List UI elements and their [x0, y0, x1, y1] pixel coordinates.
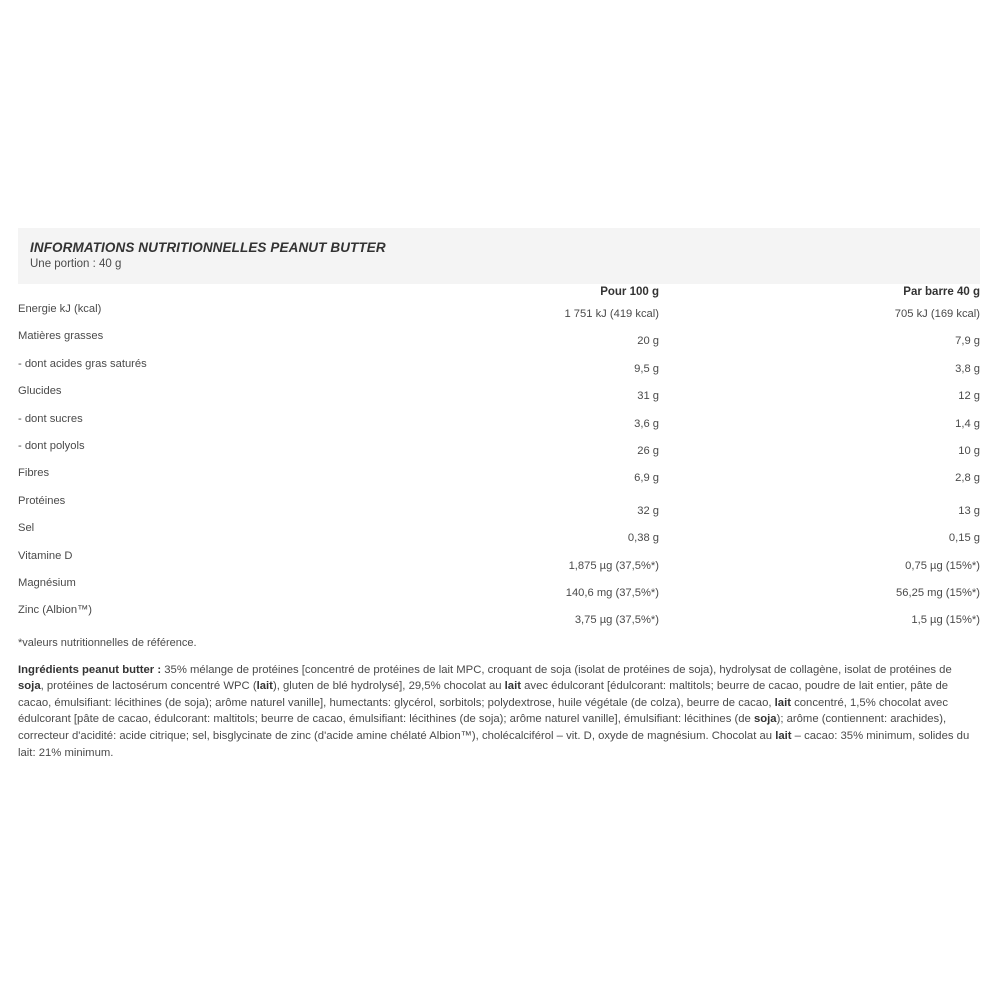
- table-row: [18, 466, 980, 493]
- value-per-100g: 20 g: [637, 335, 659, 348]
- nutrient-label: Sel: [18, 522, 35, 535]
- value-per-100g: 1 751 kJ (419 kcal): [564, 308, 659, 320]
- table-row: [18, 302, 980, 329]
- table-row: [18, 384, 980, 411]
- table-row: [18, 494, 980, 521]
- column-headers: [18, 286, 980, 302]
- ingredients-segment: concentré, 1,5% chocolat avec édulcorant [pâte de cacao, édulcorant: maltitols; beurre de cacao, émulsifiant: lécithines (de soja); arôme naturel vanille], émulsifiant: lécithines (de: [18, 696, 948, 726]
- value-per-bar: 13 g: [958, 504, 980, 517]
- nutrition-panel: [18, 228, 980, 761]
- nutrient-label: Matières grasses: [18, 330, 104, 343]
- value-per-bar: 3,8 g: [955, 362, 980, 375]
- ingredients-body: [18, 664, 969, 759]
- value-per-100g: 3,75 µg (37,5%*): [574, 614, 659, 627]
- value-per-bar: 7,9 g: [955, 335, 980, 348]
- value-per-bar: 12 g: [958, 390, 980, 403]
- value-per-bar: 10 g: [958, 444, 980, 457]
- value-per-100g: 140,6 mg (37,5%*): [565, 586, 659, 599]
- value-per-bar: 56,25 mg (15%*): [896, 586, 980, 599]
- footnote: *valeurs nutritionnelles de référence.: [18, 636, 197, 649]
- table-row: [18, 329, 980, 356]
- table-row: [18, 521, 980, 548]
- ingredients-segment: , protéines de lactosérum concentré WPC (: [40, 680, 257, 693]
- value-per-100g: 31 g: [637, 390, 659, 403]
- ingredients-segment: ), gluten de blé hydrolysé], 29,5% chocolat au: [272, 680, 505, 693]
- nutrient-label: - dont polyols: [18, 439, 85, 452]
- allergen-highlight: lait: [774, 696, 791, 709]
- nutrition-title: INFORMATIONS NUTRITIONNELLES PEANUT BUTTER: [30, 240, 386, 255]
- value-per-100g: 32 g: [637, 504, 659, 517]
- allergen-highlight: lait: [504, 680, 521, 693]
- column-header-per-bar: Par barre 40 g: [903, 286, 980, 298]
- table-row: [18, 549, 980, 576]
- value-per-100g: 3,6 g: [634, 417, 659, 430]
- table-row: [18, 439, 980, 466]
- ingredients-segment: 35% mélange de protéines [concentré de protéines de lait MPC, croquant de soja (isolat de protéines de soja), hydrolysat de collagène, isolat de protéines de: [161, 663, 952, 676]
- table-row: [18, 576, 980, 603]
- nutrient-label: Magnésium: [18, 576, 76, 589]
- ingredients-segment: – cacao: 35% minimum, solides du lait: 21% minimum.: [18, 730, 970, 759]
- table-row: [18, 357, 980, 384]
- table-row: [18, 603, 980, 630]
- column-header-per-100g: Pour 100 g: [600, 286, 659, 298]
- allergen-highlight: soja: [18, 680, 41, 693]
- ingredients-segment: ); arôme (contiennent: arachides), correcteur d'acidité: acide citrique; sel, bisglycinate de zinc (d'acide amine chélaté Albion™), cholécalciférol – vit. D, oxyde de magnésium. Chocolat au: [18, 713, 947, 743]
- value-per-100g: 26 g: [637, 444, 659, 457]
- value-per-bar: 0,75 µg (15%*): [905, 559, 980, 572]
- nutrient-label: Protéines: [18, 494, 66, 507]
- nutrition-table: [18, 302, 980, 631]
- nutrient-label: Glucides: [18, 385, 62, 398]
- value-per-100g: 6,9 g: [634, 472, 659, 485]
- value-per-100g: 1,875 µg (37,5%*): [568, 559, 659, 572]
- value-per-bar: 0,15 g: [948, 532, 980, 545]
- value-per-100g: 0,38 g: [627, 532, 659, 545]
- nutrient-label: Energie kJ (kcal): [18, 303, 102, 315]
- value-per-bar: 1,5 µg (15%*): [911, 614, 980, 627]
- allergen-highlight: soja: [753, 713, 777, 726]
- value-per-100g: 9,5 g: [634, 362, 659, 375]
- table-row: [18, 412, 980, 439]
- value-per-bar: 1,4 g: [955, 417, 980, 430]
- nutrition-header: [18, 228, 980, 284]
- allergen-highlight: lait: [256, 680, 273, 693]
- nutrient-label: - dont sucres: [18, 412, 83, 425]
- nutrient-label: Vitamine D: [18, 549, 73, 562]
- value-per-bar: 2,8 g: [955, 472, 980, 485]
- nutrient-label: - dont acides gras saturés: [18, 357, 147, 370]
- allergen-highlight: lait: [775, 730, 792, 743]
- nutrient-label: Zinc (Albion™): [18, 604, 92, 617]
- ingredients-label: Ingrédients peanut butter :: [18, 663, 162, 676]
- ingredients-segment: avec édulcorant [édulcorant: maltitols; beurre de cacao, poudre de lait entier, pâte de cacao, émulsifiant: lécithines (de soja); arôme naturel vanille], humectants: glycérol, sorbitols; polydextrose, huile végétale (de colza), beurre de cacao,: [18, 680, 949, 709]
- value-per-bar: 705 kJ (169 kcal): [894, 308, 980, 320]
- portion-size: Une portion : 40 g: [30, 258, 122, 270]
- ingredients-text: [18, 662, 980, 762]
- nutrient-label: Fibres: [18, 467, 50, 480]
